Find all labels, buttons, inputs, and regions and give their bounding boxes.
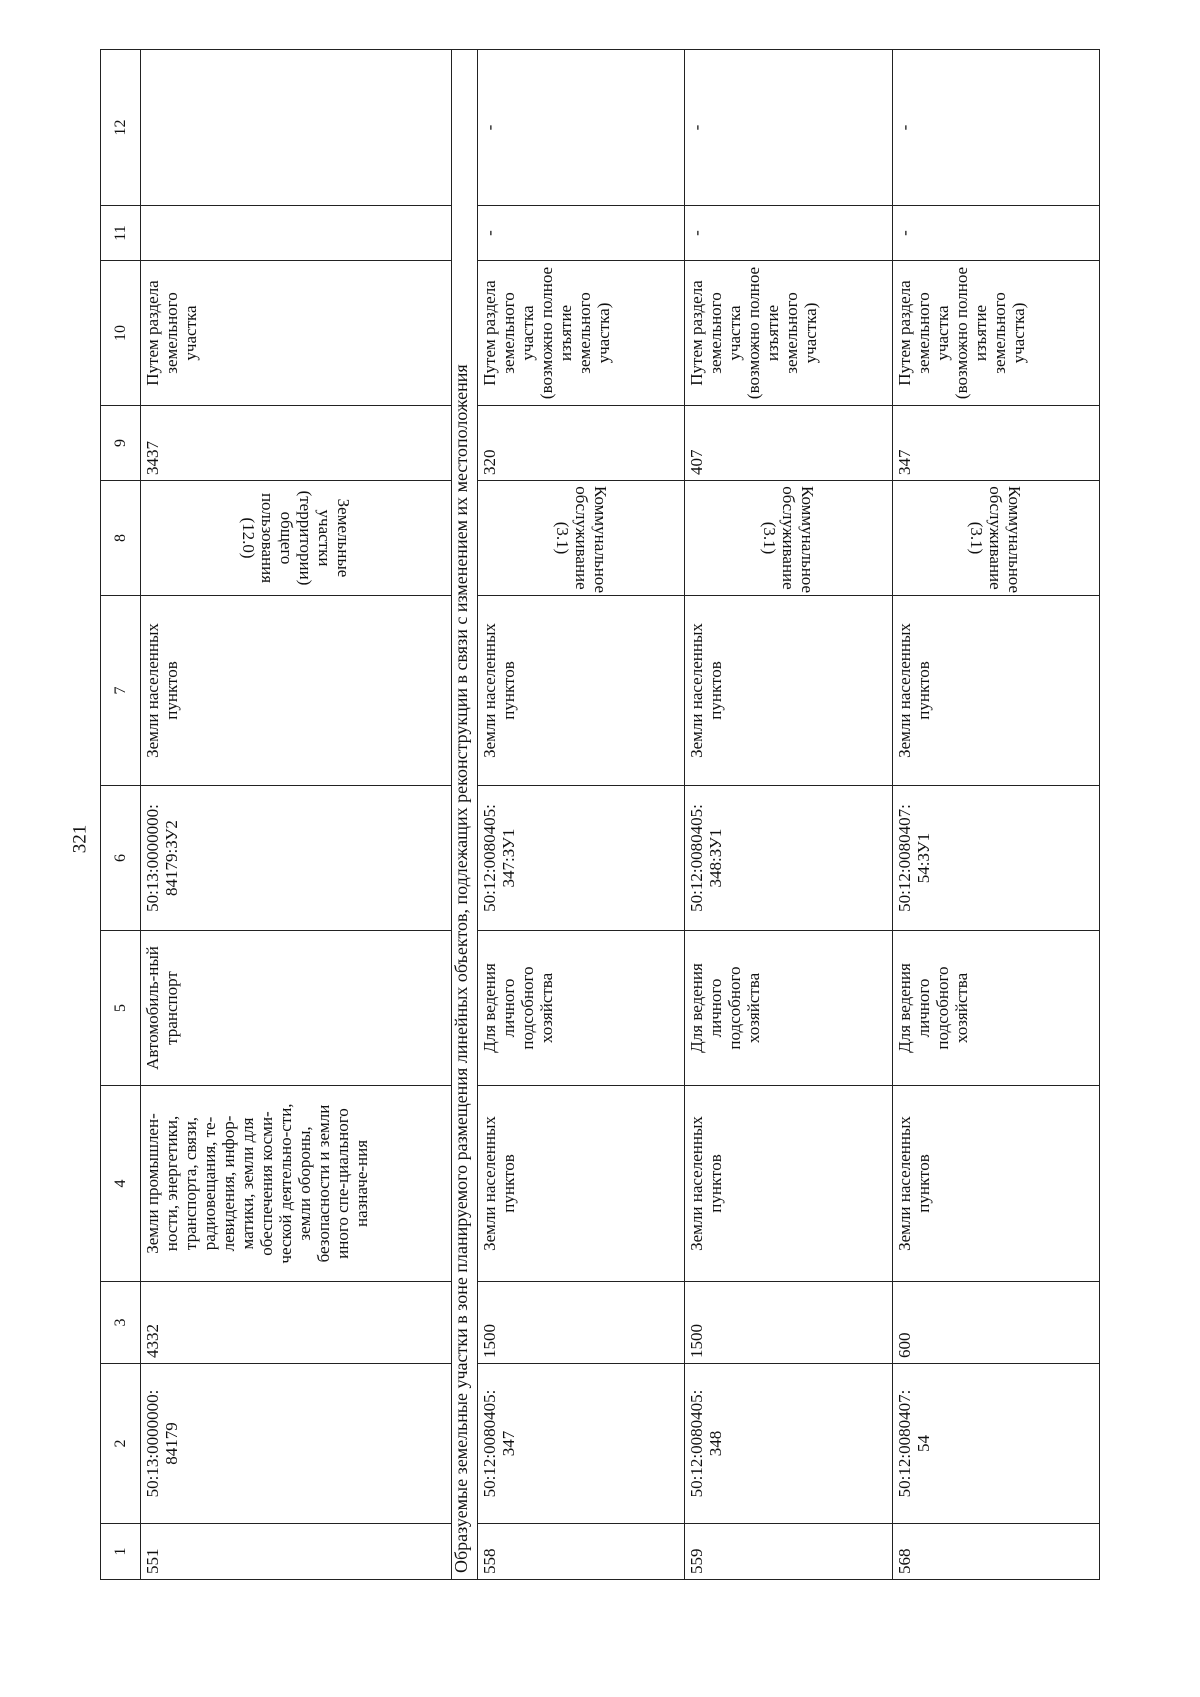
header-cell: 6 [101,786,141,931]
cell-new-cadastral-number: 50:12:0080407: 54:ЗУ1 [892,786,1099,931]
cell-new-permitted-use-text: Коммунальное обслуживание (3.1) [759,486,817,594]
cell-new-cadastral-number: 50:12:0080405: 348:ЗУ1 [685,786,892,931]
cell-col12 [141,50,452,206]
cell-new-land-category: Земли населенных пунктов [141,596,452,786]
cell-col11 [141,206,452,261]
cell-formation-method: Путем раздела земельного участка (возможно полное изъятие земельного участка) [477,261,684,406]
cell-number: 568 [892,1524,1099,1580]
header-cell: 9 [101,406,141,481]
cell-area: 600 [892,1282,1099,1364]
header-row [101,50,141,1580]
cell-number: 551 [141,1524,452,1580]
cell-new-permitted-use [892,481,1099,596]
land-plots-table [100,49,1100,1580]
land-plots-table-rotated [100,50,1100,1580]
cell-land-category: Земли населенных пунктов [685,1086,892,1282]
cell-number: 559 [685,1524,892,1580]
header-cell: 11 [101,206,141,261]
header-cell: 5 [101,931,141,1086]
cell-cadastral-number: 50:12:0080405: 347 [477,1364,684,1524]
section-title: Образуемые земельные участки в зоне планируемого размещения линейных объектов, подлежащих реконструкции в связи с изменением их местоположения [452,50,478,1580]
cell-area: 1500 [477,1282,684,1364]
cell-new-land-category: Земли населенных пунктов [892,596,1099,786]
cell-new-area: 407 [685,406,892,481]
cell-new-land-category: Земли населенных пунктов [685,596,892,786]
cell-area: 1500 [685,1282,892,1364]
cell-col12: - [477,50,684,206]
cell-permitted-use: Для ведения личного подсобного хозяйства [685,931,892,1086]
header-cell: 4 [101,1086,141,1282]
cell-new-cadastral-number: 50:13:0000000: 84179:ЗУ2 [141,786,452,931]
cell-cadastral-number: 50:13:0000000: 84179 [141,1364,452,1524]
page-number [69,820,94,860]
cell-area: 4332 [141,1282,452,1364]
cell-new-permitted-use-text: Земельные участки (территории) общего пользования (12.0) [239,490,354,586]
cell-new-cadastral-number: 50:12:0080405: 347:ЗУ1 [477,786,684,931]
header-cell: 10 [101,261,141,406]
cell-land-category: Земли промышлен-ности, энергетики, транспорта, связи, радиовещания, те-левидения, инфор-матики, земли для обеспечения косми-ческой деятельно-сти, земли обороны, безопасности и земли иного спе-циального назначе-ния [141,1086,452,1282]
cell-col12: - [685,50,892,206]
table-row-568 [892,50,1099,1580]
cell-new-area: 347 [892,406,1099,481]
table-row-551 [141,50,452,1580]
cell-col11: - [477,206,684,261]
header-cell: 2 [101,1364,141,1524]
section-title-row [452,50,478,1580]
header-cell: 12 [101,50,141,206]
cell-number: 558 [477,1524,684,1580]
cell-new-permitted-use [477,481,684,596]
cell-cadastral-number: 50:12:0080405: 348 [685,1364,892,1524]
cell-new-area: 320 [477,406,684,481]
table-row-558 [477,50,684,1580]
cell-new-permitted-use [141,481,452,596]
header-cell: 7 [101,596,141,786]
header-cell: 3 [101,1282,141,1364]
cell-cadastral-number: 50:12:0080407: 54 [892,1364,1099,1524]
cell-formation-method: Путем раздела земельного участка (возможно полное изъятие земельного участка) [892,261,1099,406]
cell-land-category: Земли населенных пунктов [477,1086,684,1282]
page-number-text: 321 [69,824,91,854]
cell-permitted-use: Автомобиль-ный транспорт [141,931,452,1086]
cell-col12: - [892,50,1099,206]
cell-formation-method: Путем раздела земельного участка (возможно полное изъятие земельного участка) [685,261,892,406]
cell-formation-method: Путем раздела земельного участка [141,261,452,406]
cell-permitted-use: Для ведения личного подсобного хозяйства [477,931,684,1086]
header-cell: 8 [101,481,141,596]
cell-new-permitted-use [685,481,892,596]
cell-land-category: Земли населенных пунктов [892,1086,1099,1282]
cell-new-permitted-use-text: Коммунальное обслуживание (3.1) [552,486,610,594]
table-row-559 [685,50,892,1580]
cell-col11: - [685,206,892,261]
cell-col11: - [892,206,1099,261]
cell-new-permitted-use-text: Коммунальное обслуживание (3.1) [967,486,1025,594]
cell-permitted-use: Для ведения личного подсобного хозяйства [892,931,1099,1086]
cell-new-area: 3437 [141,406,452,481]
header-cell: 1 [101,1524,141,1580]
cell-new-land-category: Земли населенных пунктов [477,596,684,786]
